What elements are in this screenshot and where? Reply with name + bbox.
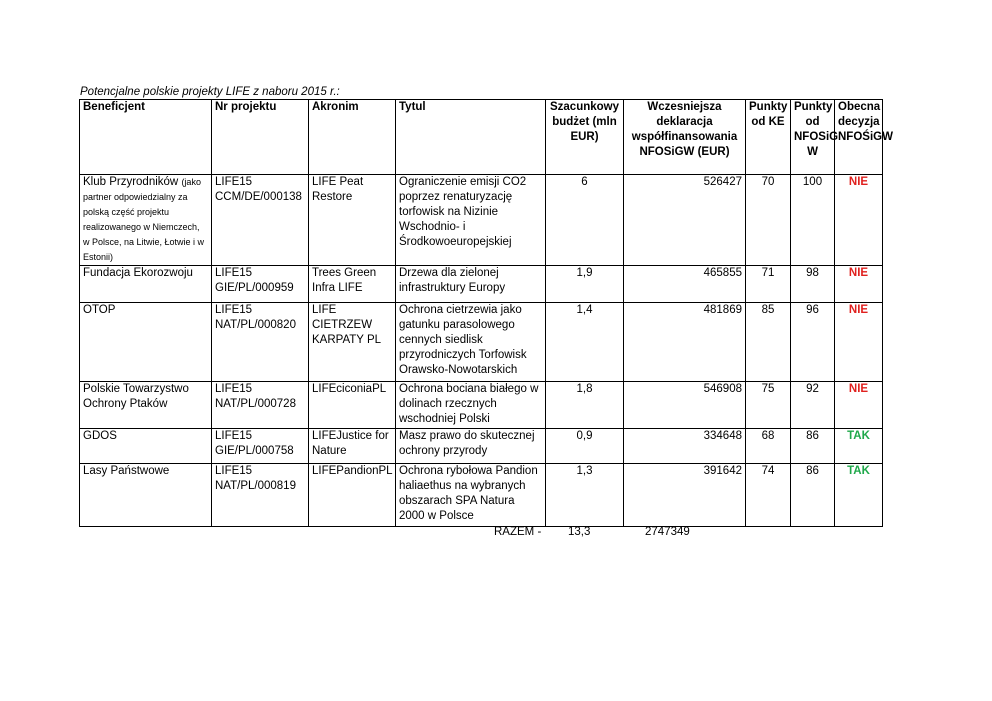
table-row xyxy=(80,382,883,429)
cell-deklaracja: 465855 xyxy=(624,266,746,303)
beneficjent-name: Klub Przyrodników xyxy=(83,176,179,188)
cell-decyzja: NIE xyxy=(835,382,883,429)
table-row xyxy=(80,266,883,303)
cell-budzet: 1,8 xyxy=(546,382,624,429)
cell-beneficjent: Polskie Towarzystwo Ochrony Ptaków xyxy=(80,382,212,429)
cell-punkty-nfos: 86 xyxy=(791,464,835,527)
cell-akronim: LIFEJustice for Nature xyxy=(309,429,396,464)
cell-budzet: 0,9 xyxy=(546,429,624,464)
cell-punkty-ke: 71 xyxy=(746,266,791,303)
cell-punkty-nfos: 86 xyxy=(791,429,835,464)
cell-nr-projektu: LIFE15 CCM/DE/000138 xyxy=(212,175,309,266)
totals-budzet: 13,3 xyxy=(568,526,591,538)
cell-punkty-nfos: 92 xyxy=(791,382,835,429)
table-row xyxy=(80,175,883,266)
cell-punkty-nfos: 98 xyxy=(791,266,835,303)
totals-label: RAZEM - xyxy=(494,526,542,538)
table-caption: Potencjalne polskie projekty LIFE z naboru 2015 r.: xyxy=(80,86,340,98)
header-decyzja: Obecna decyzja NFOŚiGW xyxy=(835,100,883,175)
header-tytul: Tytul xyxy=(396,100,546,175)
cell-beneficjent: Lasy Państwowe xyxy=(80,464,212,527)
cell-tytul: Drzewa dla zielonej infrastruktury Europy xyxy=(396,266,546,303)
cell-deklaracja: 526427 xyxy=(624,175,746,266)
cell-akronim: LIFEciconiaPL xyxy=(309,382,396,429)
cell-tytul: Masz prawo do skutecznej ochrony przyrody xyxy=(396,429,546,464)
cell-punkty-ke: 75 xyxy=(746,382,791,429)
cell-budzet: 1,3 xyxy=(546,464,624,527)
cell-decyzja: NIE xyxy=(835,303,883,382)
header-budzet: Szacunkowy budżet (mln EUR) xyxy=(546,100,624,175)
cell-punkty-ke: 74 xyxy=(746,464,791,527)
cell-decyzja: NIE xyxy=(835,175,883,266)
projects-table xyxy=(79,99,893,527)
cell-tytul: Ograniczenie emisji CO2 poprzez renaturyzację torfowisk na Nizinie Wschodnio- i Środkowoeuropejskiej xyxy=(396,175,546,266)
cell-beneficjent: Fundacja Ekorozwoju xyxy=(80,266,212,303)
cell-deklaracja: 481869 xyxy=(624,303,746,382)
cell-akronim: Trees Green Infra LIFE xyxy=(309,266,396,303)
cell-decyzja: TAK xyxy=(835,429,883,464)
cell-deklaracja: 334648 xyxy=(624,429,746,464)
cell-tytul: Ochrona cietrzewia jako gatunku parasolowego cennych siedlisk przyrodniczych Torfowisk Orawsko-Nowotarskich xyxy=(396,303,546,382)
cell-beneficjent: OTOP xyxy=(80,303,212,382)
cell-nr-projektu: LIFE15 GIE/PL/000959 xyxy=(212,266,309,303)
cell-punkty-nfos: 96 xyxy=(791,303,835,382)
header-deklaracja: Wczesniejsza deklaracja współfinansowania NFOSiGW (EUR) xyxy=(624,100,746,175)
header-beneficjent: Beneficjent xyxy=(80,100,212,175)
header-akronim: Akronim xyxy=(309,100,396,175)
cell-punkty-nfos: 100 xyxy=(791,175,835,266)
header-nr-projektu: Nr projektu xyxy=(212,100,309,175)
cell-decyzja: NIE xyxy=(835,266,883,303)
header-row xyxy=(80,100,883,175)
table-row xyxy=(80,303,883,382)
cell-nr-projektu: LIFE15 NAT/PL/000820 xyxy=(212,303,309,382)
cell-nr-projektu: LIFE15 NAT/PL/000728 xyxy=(212,382,309,429)
cell-beneficjent: GDOS xyxy=(80,429,212,464)
cell-tytul: Ochrona bociana białego w dolinach rzecznych wschodniej Polski xyxy=(396,382,546,429)
cell-deklaracja: 546908 xyxy=(624,382,746,429)
totals-deklaracja: 2747349 xyxy=(645,526,690,538)
cell-deklaracja: 391642 xyxy=(624,464,746,527)
cell-punkty-ke: 68 xyxy=(746,429,791,464)
header-punkty-nfos: Punkty od NFOSiG W xyxy=(791,100,835,175)
header-punkty-ke: Punkty od KE xyxy=(746,100,791,175)
table-row xyxy=(80,464,883,527)
cell-akronim: LIFE CIETRZEW KARPATY PL xyxy=(309,303,396,382)
cell-punkty-ke: 85 xyxy=(746,303,791,382)
cell-budzet: 6 xyxy=(546,175,624,266)
cell-tytul: Ochrona rybołowa Pandion haliaethus na wybranych obszarach SPA Natura 2000 w Polsce xyxy=(396,464,546,527)
cell-beneficjent xyxy=(80,175,212,266)
table-row xyxy=(80,429,883,464)
cell-budzet: 1,4 xyxy=(546,303,624,382)
cell-budzet: 1,9 xyxy=(546,266,624,303)
cell-akronim: LIFEPandionPL xyxy=(309,464,396,527)
cell-nr-projektu: LIFE15 NAT/PL/000819 xyxy=(212,464,309,527)
beneficjent-note: (jako partner odpowiedzialny za polską część projektu realizowanego w Niemczech, w Polsce, na Litwie, Łotwie i w Estonii) xyxy=(83,177,205,262)
cell-nr-projektu: LIFE15 GIE/PL/000758 xyxy=(212,429,309,464)
cell-akronim: LIFE Peat Restore xyxy=(309,175,396,266)
cell-decyzja: TAK xyxy=(835,464,883,527)
cell-punkty-ke: 70 xyxy=(746,175,791,266)
